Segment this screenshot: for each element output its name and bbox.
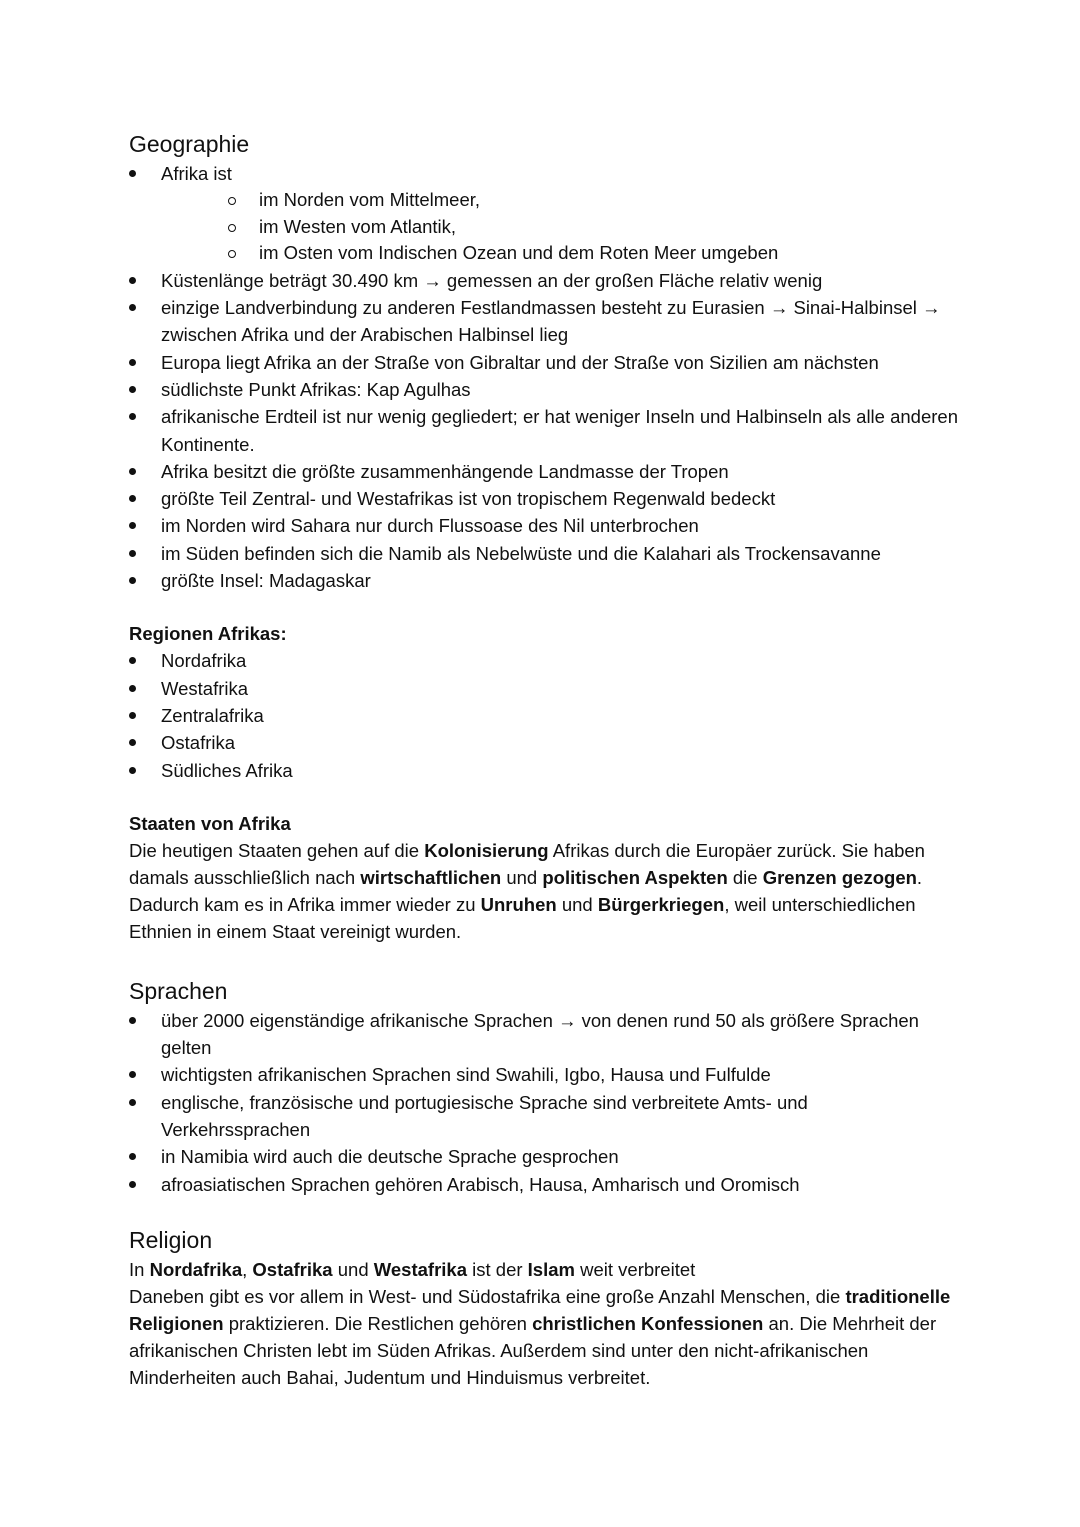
list-item: englische, französische und portugiesische Sprache sind verbreitete Amts- und Verkehrssprachen — [129, 1089, 959, 1144]
list-item: einzige Landverbindung zu anderen Festlandmassen besteht zu Eurasien → Sinai-Halbinsel → zwischen Afrika und der Arabischen Halbinsel lieg — [129, 294, 959, 349]
states-heading: Staaten von Afrika — [129, 812, 291, 834]
list-item: wichtigsten afrikanischen Sprachen sind Swahili, Igbo, Hausa und Fulfulde — [129, 1061, 959, 1088]
list-item: größte Insel: Madagaskar — [129, 567, 959, 594]
languages-heading: Sprachen — [129, 977, 228, 1004]
list-item: im Süden befinden sich die Namib als Nebelwüste und die Kalahari als Trockensavanne — [129, 540, 959, 567]
languages-list — [129, 1007, 959, 1198]
geography-list — [129, 160, 959, 594]
list-item: Europa liegt Afrika an der Straße von Gibraltar und der Straße von Sizilien am nächsten — [129, 349, 959, 376]
list-item: Afrika besitzt die größte zusammenhängende Landmasse der Tropen — [129, 458, 959, 485]
list-item: in Namibia wird auch die deutsche Sprache gesprochen — [129, 1143, 959, 1170]
list-item: Küstenlänge beträgt 30.490 km → gemessen an der großen Fläche relativ wenig — [129, 267, 959, 294]
sub-list-item: im Westen vom Atlantik, — [161, 214, 959, 241]
geography-sublist — [161, 187, 959, 267]
sub-list-item: im Norden vom Mittelmeer, — [161, 187, 959, 214]
sub-list-item: im Osten vom Indischen Ozean und dem Roten Meer umgeben — [161, 240, 959, 267]
religion-paragraph-2: Daneben gibt es vor allem in West- und Südostafrika eine große Anzahl Menschen, die traditionelle Religionen praktizieren. Die Restlichen gehören christlichen Konfessionen an. Die Mehrheit der afrikanischen Christen lebt im Süden Afrikas. Außerdem sind unter den nicht-afrikanischen Minderheiten auch Bahai, Judentum und Hinduismus verbreitet. — [129, 1285, 951, 1388]
regions-list — [129, 647, 959, 783]
religion-paragraph-1: In Nordafrika, Ostafrika und Westafrika ist der Islam weit verbreitet — [129, 1258, 696, 1280]
list-item: Nordafrika — [129, 647, 959, 674]
list-item: afrikanische Erdteil ist nur wenig gegliedert; er hat weniger Inseln und Halbinseln als alle anderen Kontinente. — [129, 403, 959, 458]
document-page — [129, 128, 959, 1391]
religion-heading: Religion — [129, 1226, 213, 1253]
regions-heading: Regionen Afrikas: — [129, 623, 287, 645]
list-item: afroasiatischen Sprachen gehören Arabisch, Hausa, Amharisch und Oromisch — [129, 1171, 959, 1198]
list-item: Südliches Afrika — [129, 757, 959, 784]
list-item: Westafrika — [129, 675, 959, 702]
geography-heading: Geographie — [129, 131, 250, 157]
list-item: südlichste Punkt Afrikas: Kap Agulhas — [129, 376, 959, 403]
list-item: im Norden wird Sahara nur durch Flussoase des Nil unterbrochen — [129, 512, 959, 539]
list-item: über 2000 eigenständige afrikanische Sprachen → von denen rund 50 als größere Sprachen gelten — [129, 1007, 959, 1062]
list-item: Ostafrika — [129, 729, 959, 756]
list-item: Afrika ist im Norden vom Mittelmeer, im Westen vom Atlantik, im Osten vom Indischen Ozean und dem Roten Meer umgeben — [129, 160, 959, 267]
list-item: größte Teil Zentral- und Westafrikas ist von tropischem Regenwald bedeckt — [129, 485, 959, 512]
states-paragraph: Die heutigen Staaten gehen auf die Kolonisierung Afrikas durch die Europäer zurück. Sie haben damals ausschließlich nach wirtschaftlichen und politischen Aspekten die Grenzen gezogen. Dadurch kam es in Afrika immer wieder zu Unruhen und Bürgerkriegen, weil unterschiedlichen Ethnien in einem Staat vereinigt wurden. — [129, 839, 925, 942]
list-item: Zentralafrika — [129, 702, 959, 729]
